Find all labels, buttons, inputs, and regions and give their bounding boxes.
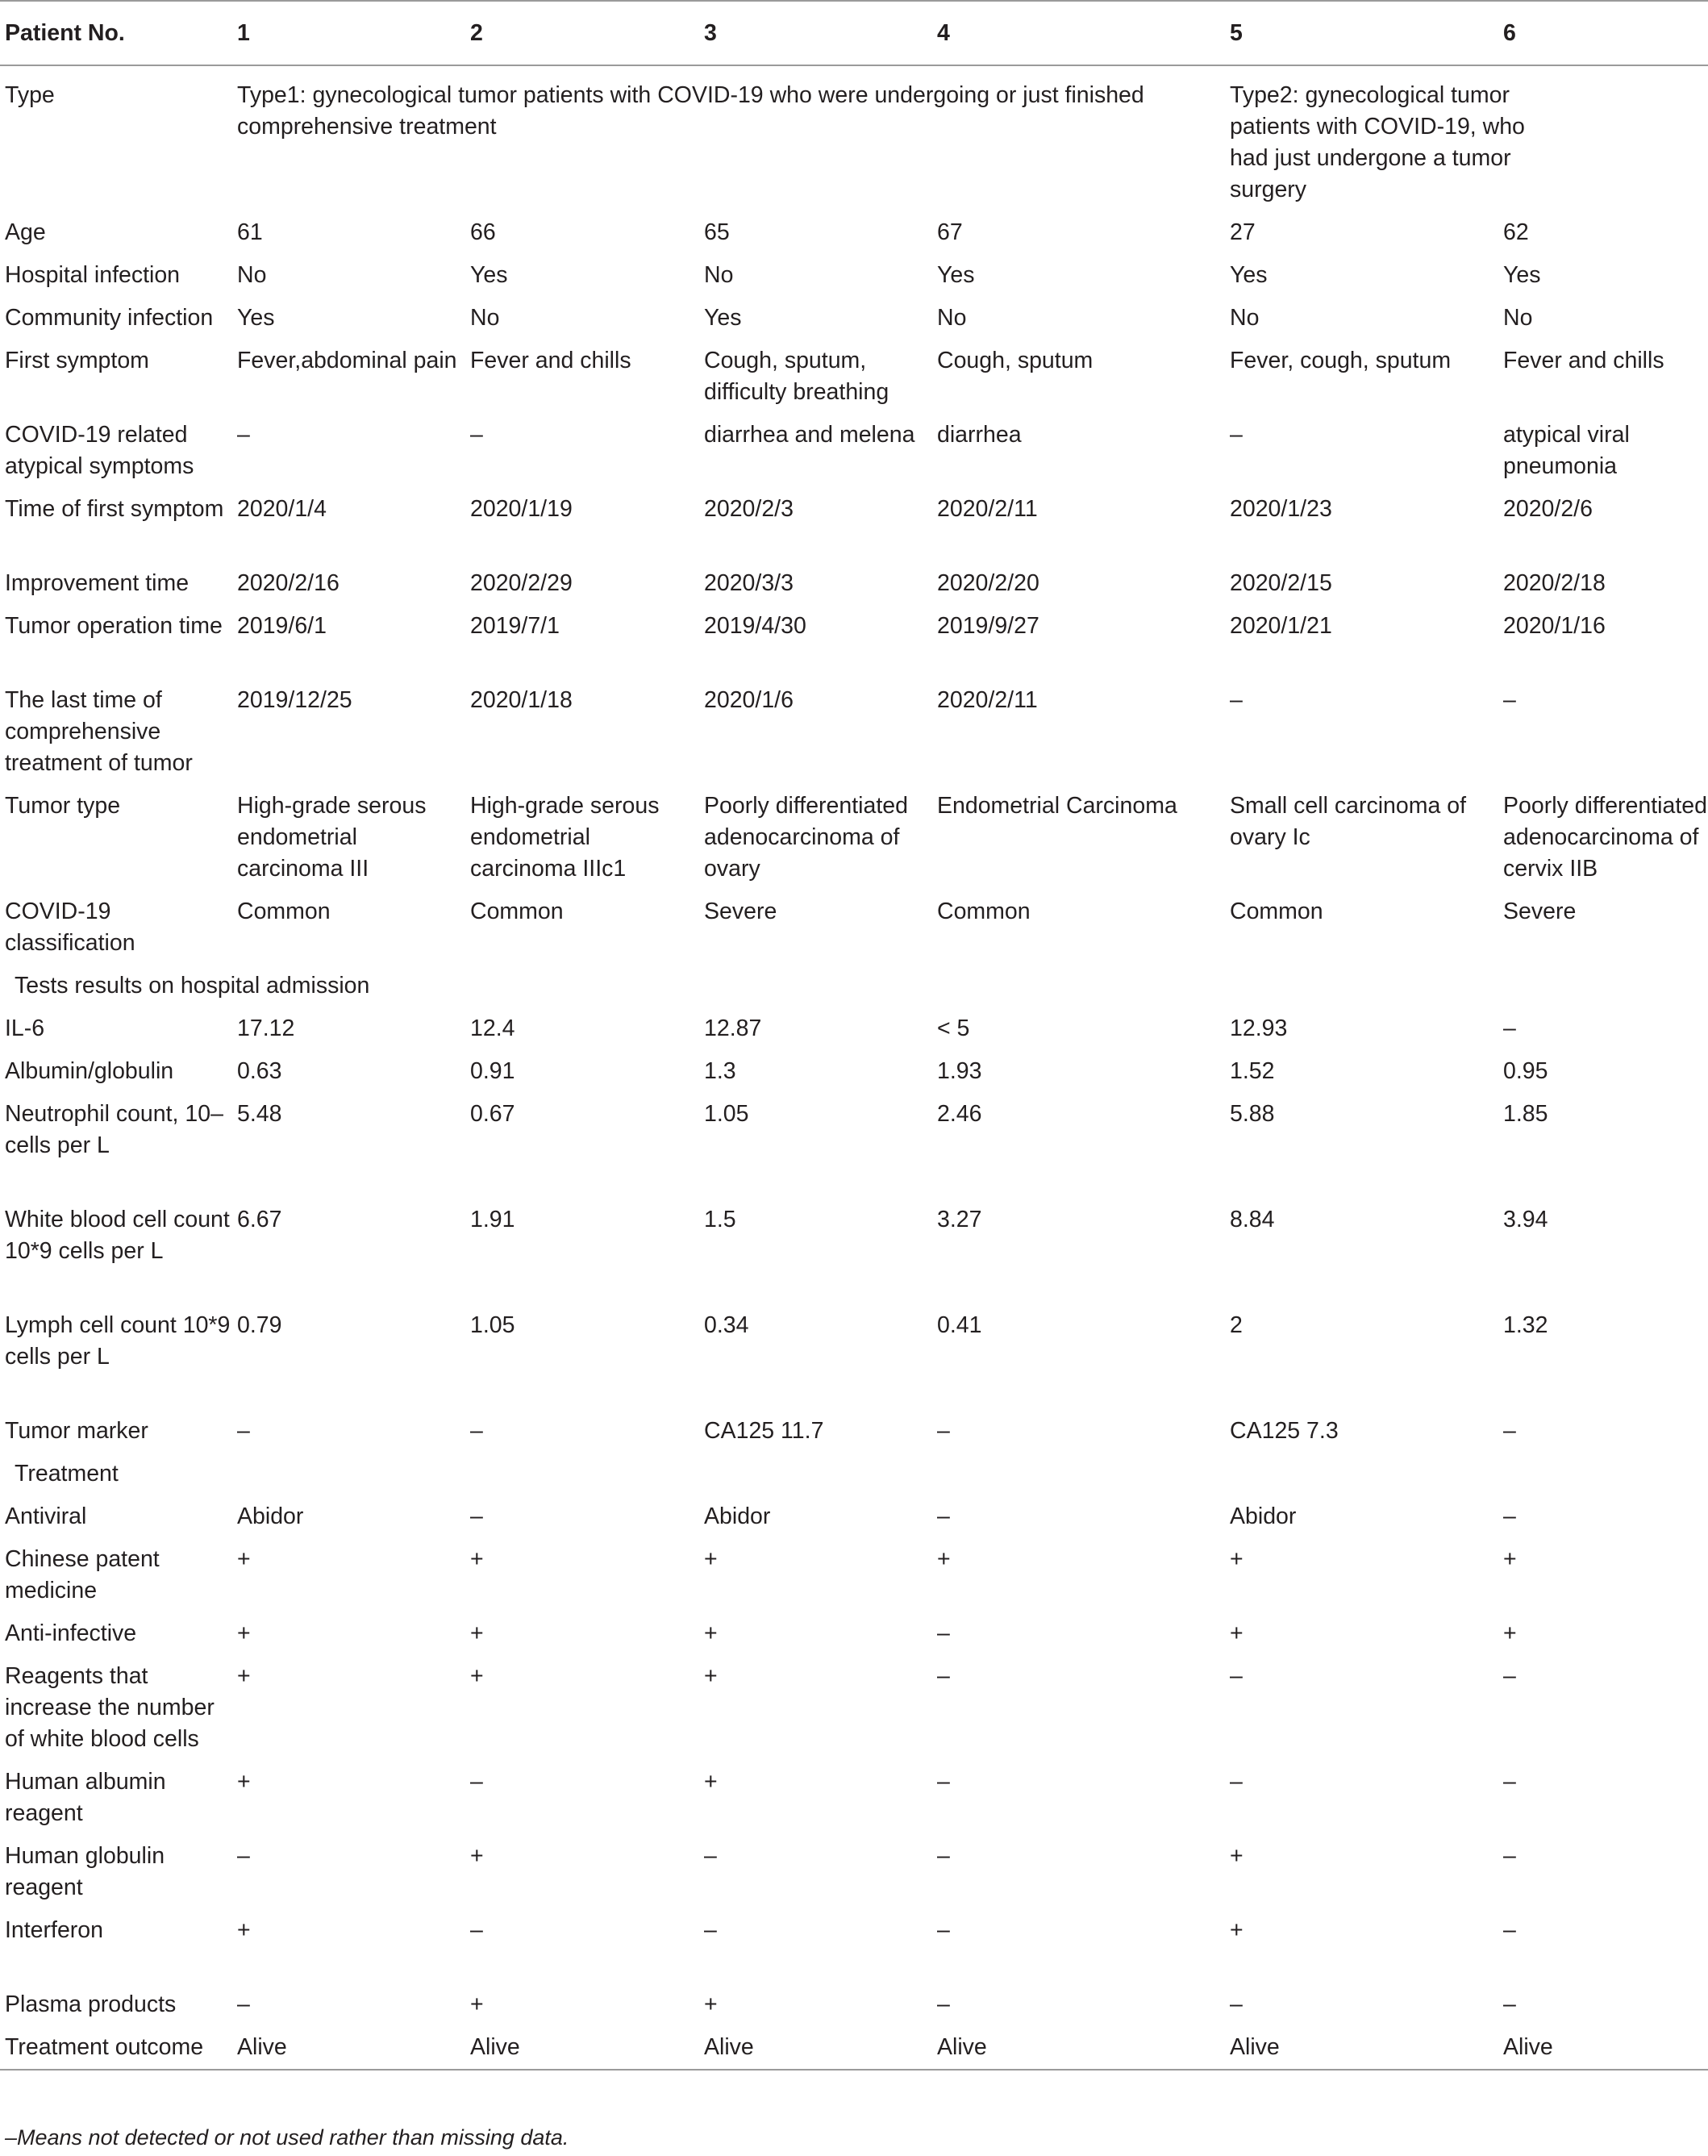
cell-patient-4: + — [937, 1546, 951, 1572]
cell-patient-4: Yes — [937, 262, 975, 288]
row-label: Tumor type — [5, 793, 121, 819]
cell-patient-6: 3.94 — [1503, 1207, 1548, 1232]
cell-patient-4: – — [937, 1917, 950, 1943]
cell-patient-1: + — [237, 1917, 251, 1943]
cell-patient-6: atypical viral pneumonia — [1503, 422, 1630, 479]
cell-patient-1: 2020/2/16 — [237, 570, 340, 596]
row-label: Human globulin reagent — [5, 1843, 165, 1900]
row-label: Human albumin reagent — [5, 1769, 166, 1826]
cell-patient-6: – — [1503, 1663, 1516, 1689]
cell-patient-4: 67 — [937, 219, 963, 245]
header-row — [0, 1, 1708, 65]
section-tests — [0, 965, 1708, 1007]
cell-patient-5: Yes — [1230, 262, 1268, 288]
cell-patient-4: 0.41 — [937, 1312, 982, 1338]
cell-patient-6: No — [1503, 305, 1533, 331]
cell-patient-4: 3.27 — [937, 1207, 982, 1232]
cell-patient-1: Fever,abdominal pain — [237, 348, 457, 373]
table-row-anti-infective — [0, 1612, 1708, 1655]
cell-patient-1: 2020/1/4 — [237, 496, 327, 522]
cell-patient-2: + — [470, 1843, 484, 1869]
row-label: Community infection — [5, 305, 214, 331]
cell-patient-5: 2020/1/21 — [1230, 613, 1332, 639]
cell-patient-4: – — [937, 1991, 950, 2017]
table-row-the-last-time-of-comprehensive-treatment-of-tumor — [0, 679, 1708, 785]
cell-patient-4: – — [937, 1418, 950, 1444]
cell-patient-4: diarrhea — [937, 422, 1022, 448]
row-label: Hospital infection — [5, 262, 181, 288]
cell-patient-4: – — [937, 1663, 950, 1689]
cell-patient-3: 12.87 — [704, 1015, 762, 1041]
row-label: Antiviral — [5, 1503, 87, 1529]
cell-patient-5: + — [1230, 1620, 1244, 1646]
cell-patient-2: Common — [470, 899, 564, 924]
cell-patient-1: 17.12 — [237, 1015, 295, 1041]
cell-patient-2: 0.91 — [470, 1058, 515, 1084]
cell-patient-2: + — [470, 1546, 484, 1572]
cell-patient-1: – — [237, 1991, 250, 2017]
cell-patient-1: High-grade serous endometrial carcinoma III — [237, 793, 427, 882]
cell-patient-1: – — [237, 1418, 250, 1444]
cell-patient-5: CA125 7.3 — [1230, 1418, 1339, 1444]
cell-patient-3: 2019/4/30 — [704, 613, 806, 639]
cell-patient-4: 2019/9/27 — [937, 613, 1039, 639]
table-row-tumor-operation-time — [0, 605, 1708, 679]
row-label: COVID-19 classification — [5, 899, 135, 956]
cell-patient-2: + — [470, 1991, 484, 2017]
cell-patient-3: 2020/1/6 — [704, 687, 794, 713]
cell-patient-3: Alive — [704, 2034, 754, 2060]
cell-patient-5: 27 — [1230, 219, 1256, 245]
table-row-first-symptom — [0, 340, 1708, 414]
header-patient-4: 4 — [937, 20, 950, 46]
cell-patient-5: – — [1230, 422, 1243, 448]
cell-patient-6: – — [1503, 1917, 1516, 1943]
cell-patient-2: Yes — [470, 262, 508, 288]
cell-patient-6: Poorly differentiated adenocarcinoma of cervix IIB — [1503, 793, 1707, 882]
cell-patient-3: No — [704, 262, 734, 288]
header-patient-3: 3 — [704, 20, 717, 46]
cell-patient-6: – — [1503, 1015, 1516, 1041]
cell-patient-4: Common — [937, 899, 1031, 924]
cell-patient-5: Small cell carcinoma of ovary Ic — [1230, 793, 1467, 850]
row-label: Reagents that increase the number of white blood cells — [5, 1663, 215, 1752]
row-label: Neutrophil count, 10– cells per L — [5, 1101, 223, 1158]
cell-patient-1: Abidor — [237, 1503, 304, 1529]
section-treatment — [0, 1453, 1708, 1495]
row-label: Age — [5, 219, 46, 245]
cell-patient-6: Severe — [1503, 899, 1577, 924]
section-treatment-label: Treatment — [15, 1461, 119, 1487]
cell-patient-5: + — [1230, 1843, 1244, 1869]
cell-patient-2: 2020/2/29 — [470, 570, 573, 596]
cell-patient-5: – — [1230, 687, 1243, 713]
cell-patient-1: + — [237, 1769, 251, 1795]
cell-patient-6: Alive — [1503, 2034, 1553, 2060]
cell-patient-6: – — [1503, 1843, 1516, 1869]
cell-patient-1: 0.79 — [237, 1312, 282, 1338]
cell-patient-1: 2019/12/25 — [237, 687, 352, 713]
cell-patient-3: Severe — [704, 899, 777, 924]
cell-patient-4: – — [937, 1503, 950, 1529]
table-row-interferon — [0, 1909, 1708, 1983]
cell-patient-4: Alive — [937, 2034, 987, 2060]
cell-patient-1: 0.63 — [237, 1058, 282, 1084]
cell-patient-2: + — [470, 1663, 484, 1689]
footnote: –Means not detected or not used rather than missing data. — [5, 2125, 569, 2150]
cell-patient-3: + — [704, 1769, 718, 1795]
row-label: IL-6 — [5, 1015, 45, 1041]
cell-patient-1: No — [237, 262, 267, 288]
cell-patient-6: – — [1503, 1418, 1516, 1444]
cell-patient-3: 1.5 — [704, 1207, 736, 1232]
cell-patient-3: CA125 11.7 — [704, 1418, 824, 1444]
cell-patient-5: + — [1230, 1546, 1244, 1572]
cell-patient-4: Endometrial Carcinoma — [937, 793, 1177, 819]
cell-patient-6: – — [1503, 1503, 1516, 1529]
cell-patient-1: – — [237, 1843, 250, 1869]
cell-patient-3: Yes — [704, 305, 742, 331]
table-row-tumor-marker — [0, 1410, 1708, 1453]
row-label: Chinese patent medicine — [5, 1546, 160, 1603]
type1-cell: Type1: gynecological tumor patients with COVID-19 who were undergoing or just finished comprehensive treatment — [237, 82, 1144, 140]
cell-patient-2: Fever and chills — [470, 348, 631, 373]
row-label: Treatment outcome — [5, 2034, 204, 2060]
cell-patient-2: Alive — [470, 2034, 520, 2060]
cell-patient-1: 5.48 — [237, 1101, 282, 1127]
cell-patient-2: 12.4 — [470, 1015, 515, 1041]
cell-patient-2: 0.67 — [470, 1101, 515, 1127]
cell-patient-3: + — [704, 1991, 718, 2017]
cell-patient-1: 6.67 — [237, 1207, 282, 1232]
cell-patient-3: Cough, sputum, difficulty breathing — [704, 348, 889, 405]
cell-patient-2: 1.91 — [470, 1207, 515, 1232]
cell-patient-2: 66 — [470, 219, 496, 245]
table-row-covid-19-classification — [0, 890, 1708, 965]
cell-patient-3: + — [704, 1663, 718, 1689]
cell-patient-4: 1.93 — [937, 1058, 982, 1084]
table-row-human-globulin-reagent — [0, 1835, 1708, 1909]
cell-patient-2: 1.05 — [470, 1312, 515, 1338]
table-row-tumor-type — [0, 785, 1708, 890]
row-label: Time of first symptom — [5, 496, 224, 522]
row-label: Type — [5, 82, 55, 108]
cell-patient-3: 1.05 — [704, 1101, 749, 1127]
cell-patient-5: – — [1230, 1991, 1243, 2017]
row-label: Albumin/globulin — [5, 1058, 174, 1084]
section-tests-label: Tests results on hospital admission — [15, 973, 370, 999]
type2-cell: Type2: gynecological tumor patients with COVID-19, who had just undergone a tumor surgery — [1230, 82, 1525, 202]
row-label: COVID-19 related atypical symptoms — [5, 422, 194, 479]
table-row-antiviral — [0, 1495, 1708, 1538]
cell-patient-6: – — [1503, 1991, 1516, 2017]
cell-patient-3: 1.3 — [704, 1058, 736, 1084]
cell-patient-5: Alive — [1230, 2034, 1280, 2060]
table-row-reagents-that-increase-the-number-of-white-blood-cells — [0, 1655, 1708, 1761]
cell-patient-4: 2.46 — [937, 1101, 982, 1127]
header-patient-2: 2 — [470, 20, 483, 46]
cell-patient-3: 65 — [704, 219, 730, 245]
header-label: Patient No. — [5, 20, 125, 46]
table-row-improvement-time — [0, 562, 1708, 605]
table-row-plasma-products — [0, 1983, 1708, 2026]
cell-patient-1: + — [237, 1546, 251, 1572]
cell-patient-1: Yes — [237, 305, 275, 331]
cell-patient-4: 2020/2/11 — [937, 687, 1038, 713]
cell-patient-6: Fever and chills — [1503, 348, 1664, 373]
row-label: First symptom — [5, 348, 149, 373]
cell-patient-4: < 5 — [937, 1015, 970, 1041]
cell-patient-5: No — [1230, 305, 1260, 331]
cell-patient-5: Common — [1230, 899, 1323, 924]
row-label: Tumor operation time — [5, 613, 223, 639]
header-patient-6: 6 — [1503, 20, 1516, 46]
row-label: Tumor marker — [5, 1418, 148, 1444]
cell-patient-5: 2020/1/23 — [1230, 496, 1332, 522]
cell-patient-3: – — [704, 1917, 717, 1943]
cell-patient-5: 5.88 — [1230, 1101, 1275, 1127]
cell-patient-1: 2019/6/1 — [237, 613, 327, 639]
cell-patient-4: 2020/2/11 — [937, 496, 1038, 522]
table-row-white-blood-cell-count-10-9-cells-per-l — [0, 1199, 1708, 1304]
type-row — [0, 65, 1708, 211]
cell-patient-6: Yes — [1503, 262, 1541, 288]
cell-patient-1: 61 — [237, 219, 263, 245]
row-label: Lymph cell count 10*9 cells per L — [5, 1312, 231, 1370]
table-row-neutrophil-count-10-cells-per-l — [0, 1093, 1708, 1199]
cell-patient-2: No — [470, 305, 500, 331]
table-row-human-albumin-reagent — [0, 1761, 1708, 1835]
row-label: Interferon — [5, 1917, 103, 1943]
cell-patient-3: + — [704, 1546, 718, 1572]
cell-patient-6: 0.95 — [1503, 1058, 1548, 1084]
row-label: The last time of comprehensive treatment of tumor — [5, 687, 193, 776]
row-label: Anti-infective — [5, 1620, 137, 1646]
table-row-community-infection — [0, 297, 1708, 340]
table-row-albumin-globulin — [0, 1050, 1708, 1093]
header-patient-5: 5 — [1230, 20, 1243, 46]
cell-patient-2: – — [470, 1503, 483, 1529]
cell-patient-5: 2020/2/15 — [1230, 570, 1332, 596]
cell-patient-2: 2020/1/19 — [470, 496, 573, 522]
cell-patient-3: diarrhea and melena — [704, 422, 915, 448]
cell-patient-6: 2020/2/6 — [1503, 496, 1593, 522]
table-row-covid-19-related-atypical-symptoms — [0, 414, 1708, 488]
cell-patient-4: – — [937, 1843, 950, 1869]
cell-patient-2: – — [470, 1418, 483, 1444]
table-row-treatment-outcome — [0, 2026, 1708, 2070]
cell-patient-3: – — [704, 1843, 717, 1869]
cell-patient-1: + — [237, 1620, 251, 1646]
cell-patient-4: – — [937, 1769, 950, 1795]
cell-patient-2: High-grade serous endometrial carcinoma IIIc1 — [470, 793, 660, 882]
row-label: Improvement time — [5, 570, 190, 596]
cell-patient-6: + — [1503, 1546, 1517, 1572]
cell-patient-5: – — [1230, 1663, 1243, 1689]
table-row-age — [0, 211, 1708, 254]
table-row-il-6 — [0, 1007, 1708, 1050]
cell-patient-5: 2 — [1230, 1312, 1243, 1338]
row-label: White blood cell count 10*9 cells per L — [5, 1207, 230, 1264]
cell-patient-4: – — [937, 1620, 950, 1646]
cell-patient-6: – — [1503, 687, 1516, 713]
cell-patient-6: + — [1503, 1620, 1517, 1646]
cell-patient-2: 2020/1/18 — [470, 687, 573, 713]
table-row-time-of-first-symptom — [0, 488, 1708, 562]
cell-patient-2: – — [470, 422, 483, 448]
cell-patient-6: 2020/1/16 — [1503, 613, 1606, 639]
cell-patient-5: 12.93 — [1230, 1015, 1288, 1041]
cell-patient-1: Common — [237, 899, 331, 924]
cell-patient-3: 2020/2/3 — [704, 496, 794, 522]
cell-patient-3: 0.34 — [704, 1312, 749, 1338]
cell-patient-4: 2020/2/20 — [937, 570, 1039, 596]
cell-patient-5: – — [1230, 1769, 1243, 1795]
cell-patient-4: Cough, sputum — [937, 348, 1094, 373]
cell-patient-6: 1.32 — [1503, 1312, 1548, 1338]
cell-patient-6: 2020/2/18 — [1503, 570, 1606, 596]
cell-patient-5: 1.52 — [1230, 1058, 1275, 1084]
cell-patient-5: + — [1230, 1917, 1244, 1943]
cell-patient-6: 62 — [1503, 219, 1529, 245]
cell-patient-6: – — [1503, 1769, 1516, 1795]
table-row-lymph-cell-count-10-9-cells-per-l — [0, 1304, 1708, 1410]
cell-patient-6: 1.85 — [1503, 1101, 1548, 1127]
cell-patient-5: Fever, cough, sputum — [1230, 348, 1452, 373]
cell-patient-1: – — [237, 422, 250, 448]
cell-patient-5: 8.84 — [1230, 1207, 1275, 1232]
cell-patient-4: No — [937, 305, 967, 331]
cell-patient-1: Alive — [237, 2034, 287, 2060]
cell-patient-3: + — [704, 1620, 718, 1646]
row-label: Plasma products — [5, 1991, 177, 2017]
table-row-hospital-infection — [0, 254, 1708, 297]
table-row-chinese-patent-medicine — [0, 1538, 1708, 1612]
cell-patient-2: + — [470, 1620, 484, 1646]
cell-patient-2: 2019/7/1 — [470, 613, 560, 639]
cell-patient-3: 2020/3/3 — [704, 570, 794, 596]
header-patient-1: 1 — [237, 20, 250, 46]
cell-patient-5: Abidor — [1230, 1503, 1297, 1529]
cell-patient-2: – — [470, 1917, 483, 1943]
cell-patient-3: Abidor — [704, 1503, 771, 1529]
cell-patient-1: + — [237, 1663, 251, 1689]
cell-patient-2: – — [470, 1769, 483, 1795]
cell-patient-3: Poorly differentiated adenocarcinoma of ovary — [704, 793, 908, 882]
